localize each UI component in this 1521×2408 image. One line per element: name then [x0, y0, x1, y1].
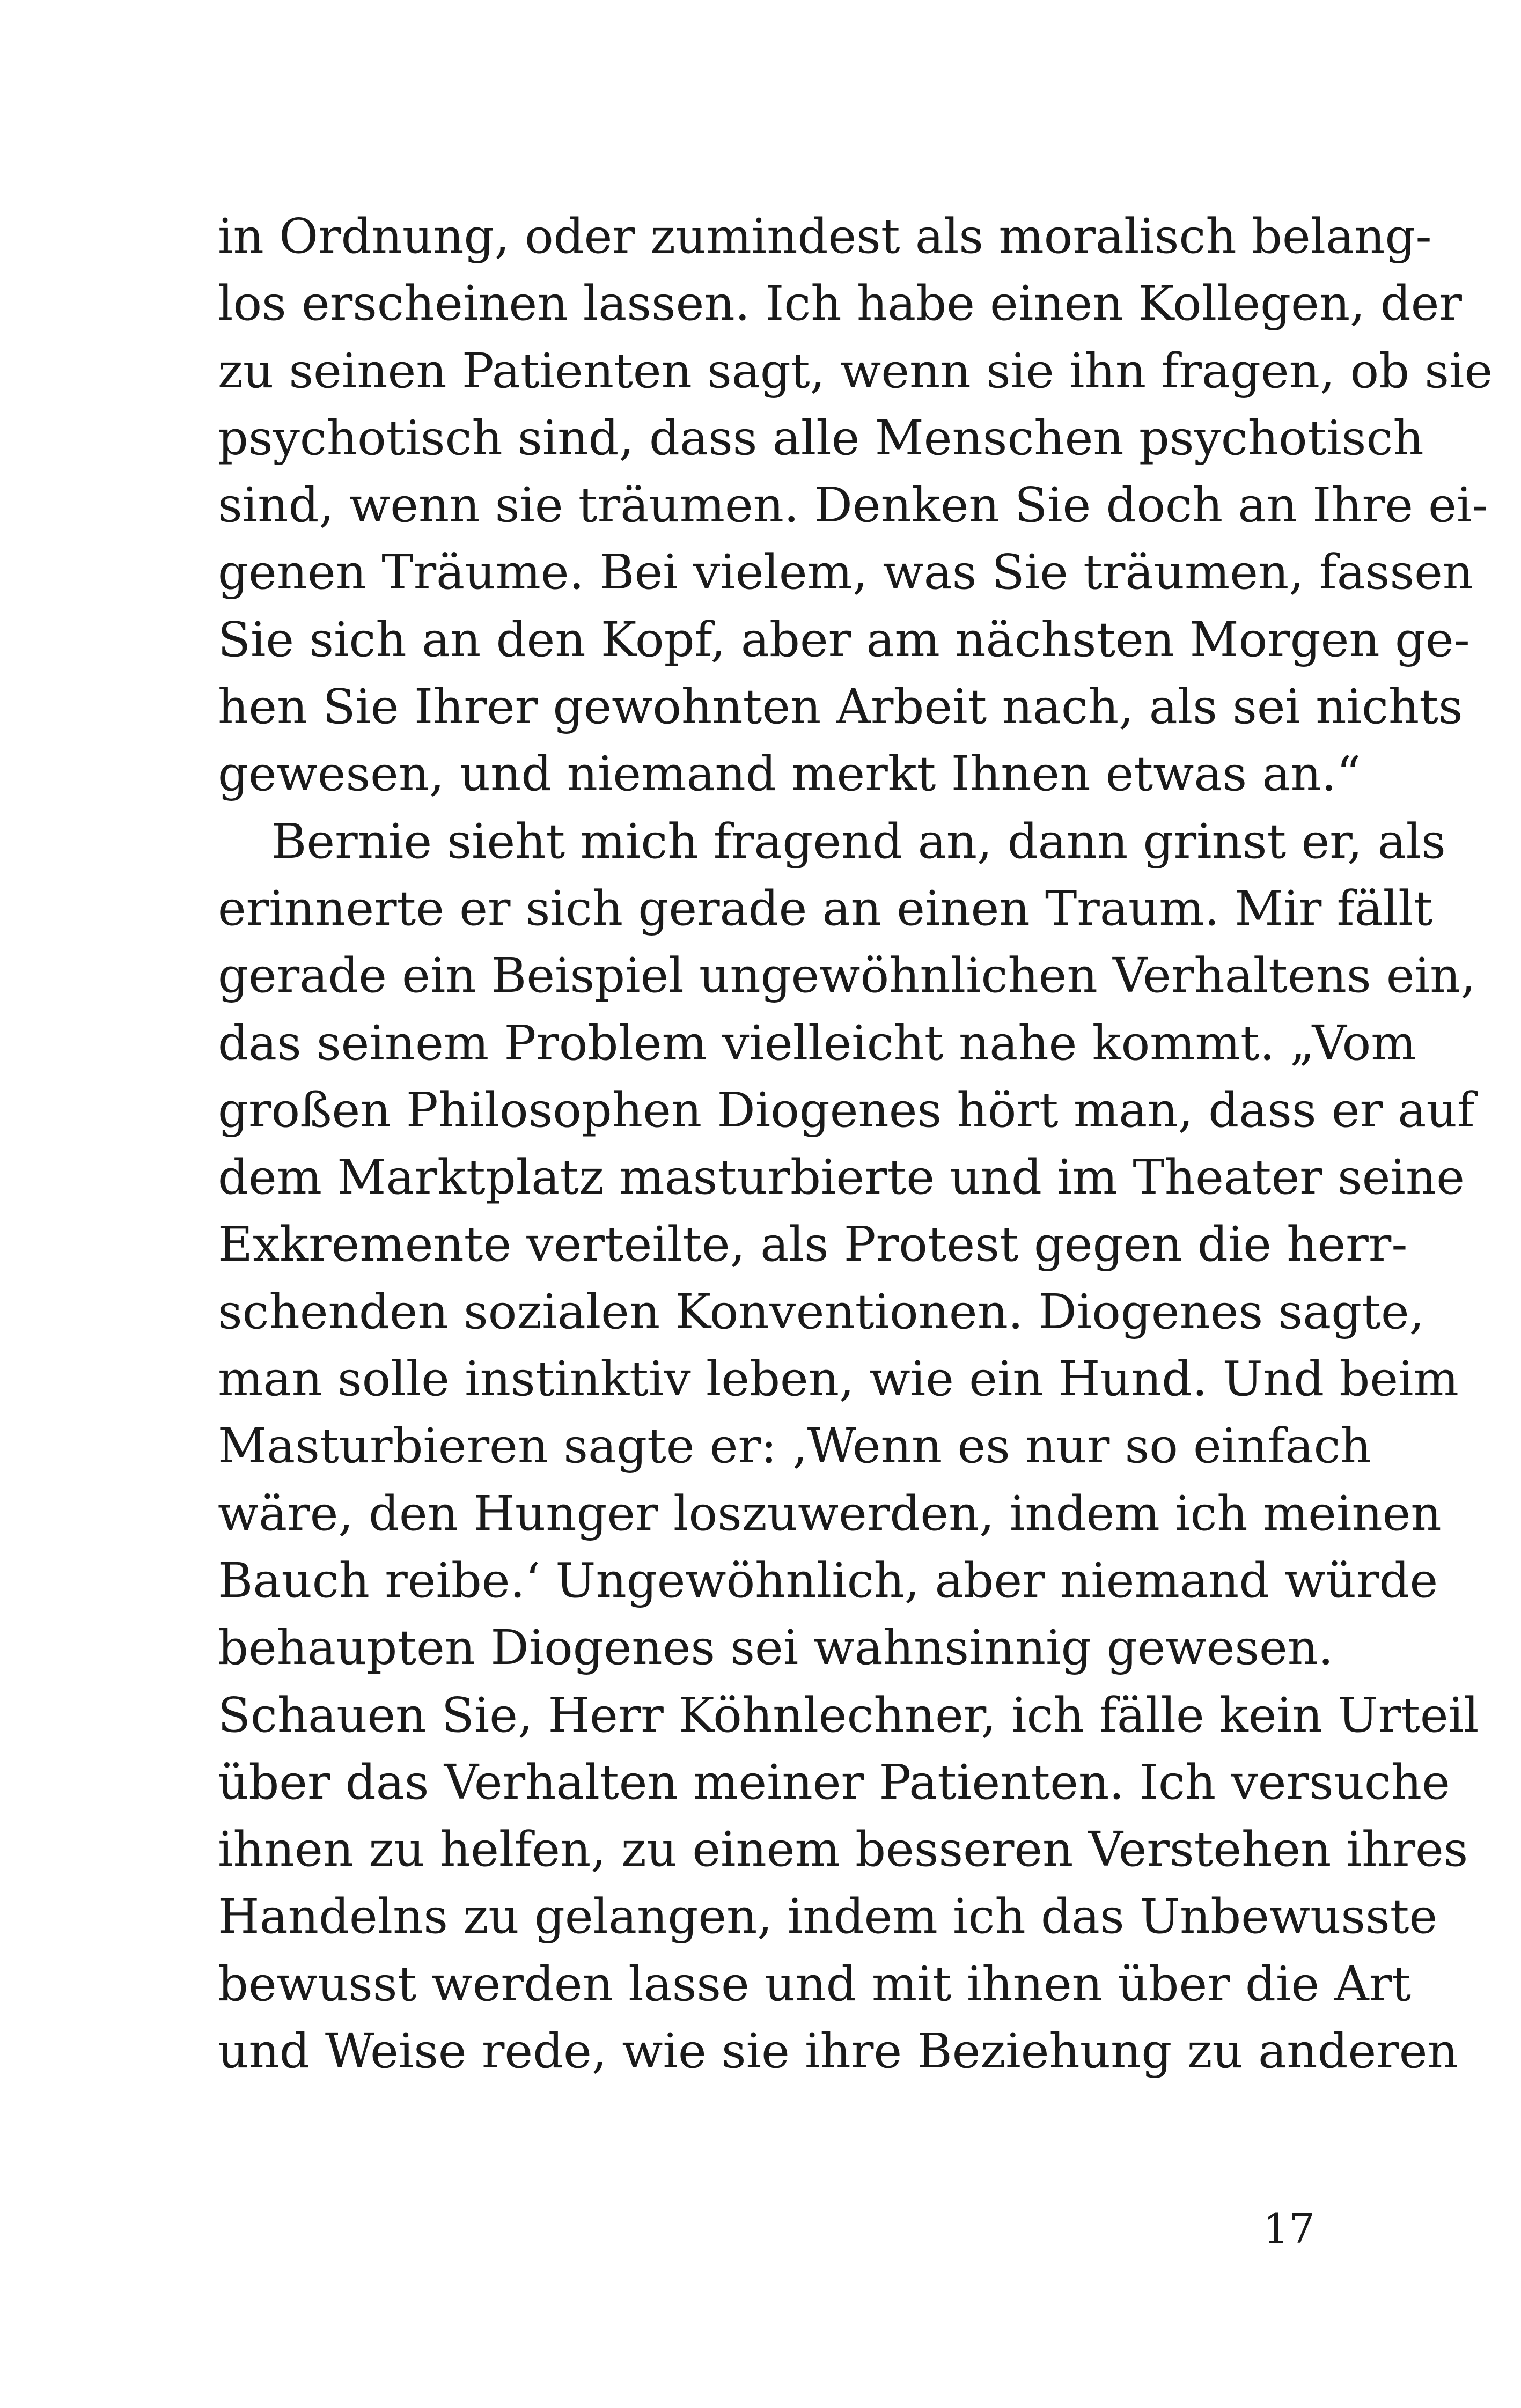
text-line: erinnerte er sich gerade an einen Traum. Mir fällt	[218, 880, 1433, 936]
text-line: Handelns zu gelangen, indem ich das Unbewusste	[218, 1888, 1438, 1945]
text-line: über das Verhalten meiner Patienten. Ich versuche	[218, 1754, 1450, 1810]
text-line: los erscheinen lassen. Ich habe einen Kollegen, der	[218, 275, 1462, 332]
text-line: Bernie sieht mich fragend an, dann grinst er, als	[271, 813, 1446, 869]
text-line: genen Träume. Bei vielem, was Sie träumen, fassen	[218, 544, 1474, 600]
text-line: schenden sozialen Konventionen. Diogenes sagte,	[218, 1283, 1424, 1339]
text-line: gewesen, und niemand merkt Ihnen etwas an.“	[218, 746, 1361, 802]
text-line: Exkremente verteilte, als Protest gegen die herr-	[218, 1216, 1408, 1272]
text-line: sind, wenn sie träumen. Denken Sie doch an Ihre ei-	[218, 477, 1488, 533]
text-line: großen Philosophen Diogenes hört man, dass er auf	[218, 1081, 1475, 1138]
text-line: das seinem Problem vielleicht nahe kommt. „Vom	[218, 1014, 1416, 1071]
text-line: ihnen zu helfen, zu einem besseren Verstehen ihres	[218, 1821, 1468, 1877]
text-line: bewusst werden lasse und mit ihnen über die Art	[218, 1955, 1412, 2012]
text-line: zu seinen Patienten sagt, wenn sie ihn fragen, ob sie	[218, 342, 1493, 399]
text-line: wäre, den Hunger loszuwerden, indem ich meinen	[218, 1485, 1442, 1541]
text-line: Masturbieren sagte er: ‚Wenn es nur so einfach	[218, 1418, 1371, 1474]
text-line: dem Marktplatz masturbierte und im Theater seine	[218, 1149, 1465, 1205]
body-text	[218, 203, 1493, 2085]
text-line: psychotisch sind, dass alle Menschen psychotisch	[218, 409, 1424, 466]
text-line: in Ordnung, oder zumindest als moralisch belang-	[218, 208, 1432, 264]
text-line: und Weise rede, wie sie ihre Beziehung zu anderen	[218, 2023, 1458, 2079]
text-line: gerade ein Beispiel ungewöhnlichen Verhaltens ein,	[218, 947, 1476, 1004]
text-line: hen Sie Ihrer gewohnten Arbeit nach, als sei nichts	[218, 679, 1463, 735]
text-line: Bauch reibe.‘ Ungewöhnlich, aber niemand würde	[218, 1552, 1438, 1608]
text-line: behaupten Diogenes sei wahnsinnig gewesen.	[218, 1619, 1334, 1676]
page-number: 17	[1263, 2205, 1315, 2252]
text-line: man solle instinktiv leben, wie ein Hund. Und beim	[218, 1351, 1459, 1407]
text-line: Schauen Sie, Herr Köhnlechner, ich fälle kein Urteil	[218, 1687, 1479, 1743]
text-line: Sie sich an den Kopf, aber am nächsten Morgen ge-	[218, 611, 1470, 667]
